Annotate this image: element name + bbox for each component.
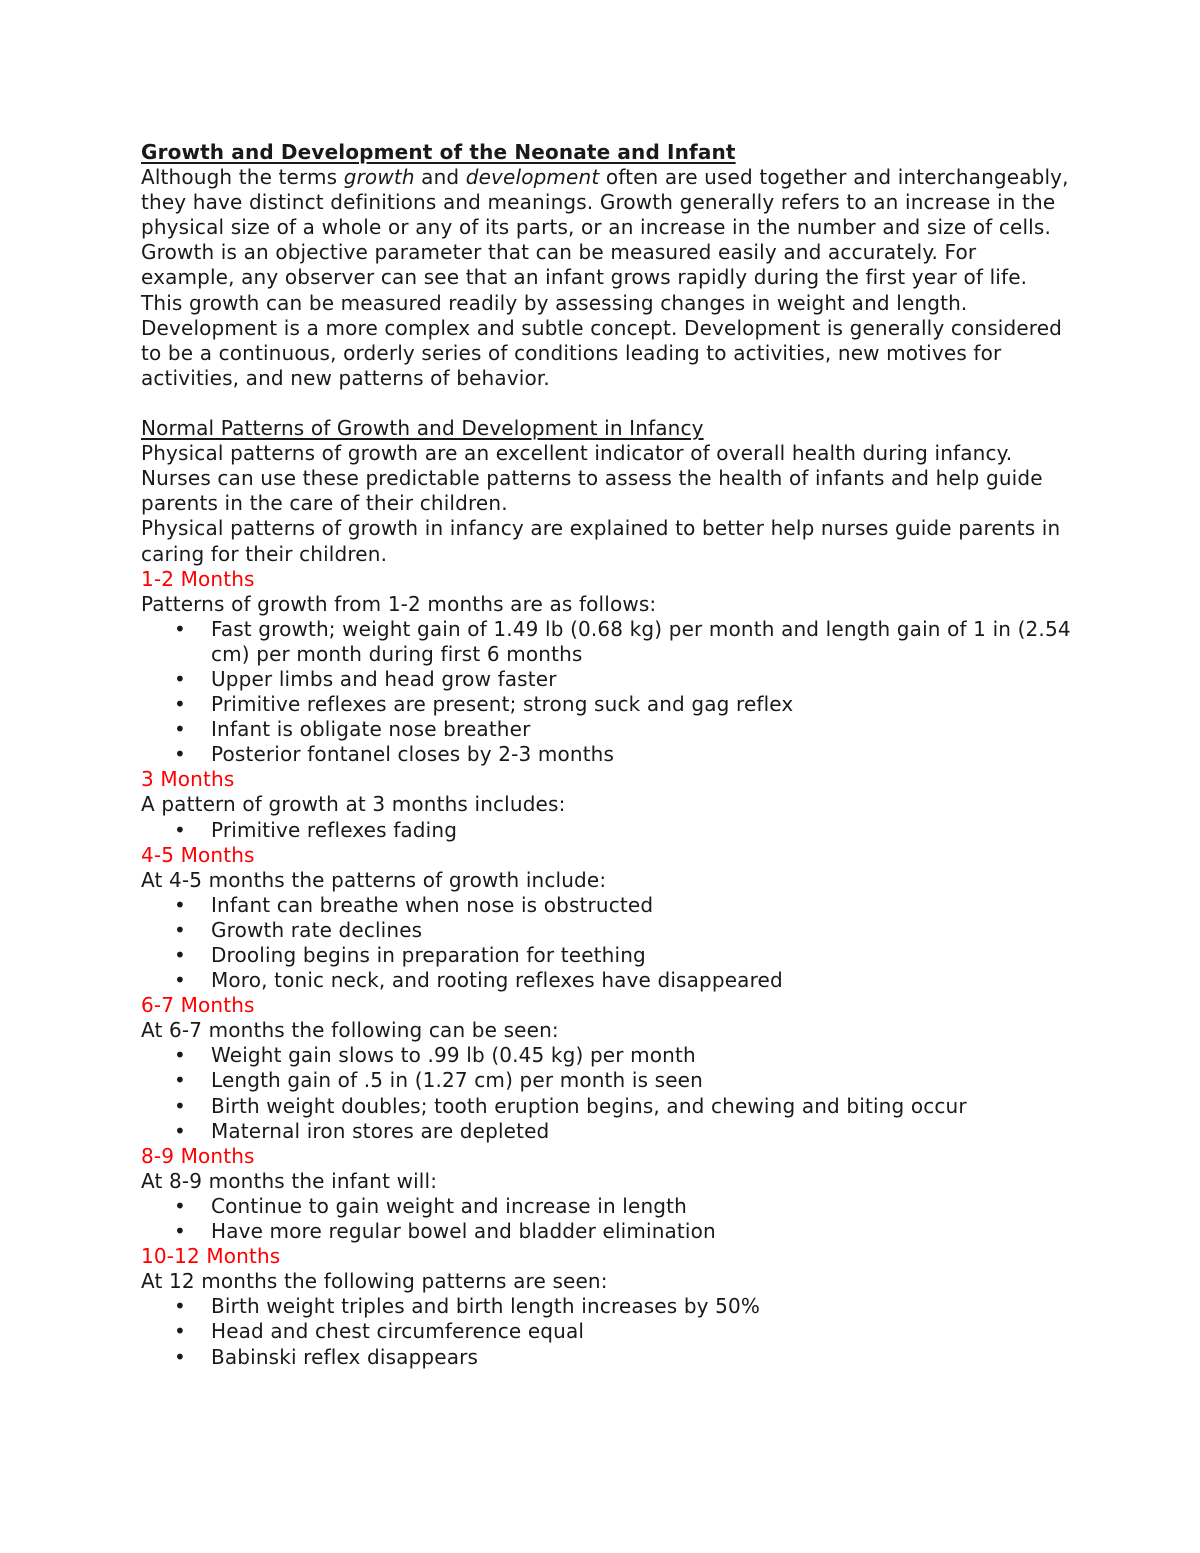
bullet-list [141,617,1071,768]
bullet-item [141,1094,1071,1119]
bullet-icon: • [174,892,186,917]
bullet-item [141,893,1071,918]
bullet-item [141,1119,1071,1144]
bullet-list [141,893,1071,993]
bullet-text: Drooling begins in preparation for teething [211,943,646,967]
bullet-icon: • [174,1043,186,1068]
bullet-icon: • [174,1068,186,1093]
month-sections [141,567,1071,1370]
bullet-item [141,667,1071,692]
bullet-item [141,692,1071,717]
bullet-text: Maternal iron stores are depleted [211,1118,550,1143]
month-heading: 8-9 Months [141,1143,255,1168]
paragraph-spacer [141,391,1071,416]
bullet-item [141,968,1071,993]
bullet-item [141,1043,1071,1068]
bullet-item [141,1194,1071,1219]
bullet-item [141,818,1071,843]
bullet-icon: • [174,1319,186,1344]
month-heading: 1-2 Months [141,566,255,591]
document-page [141,140,1071,1370]
bullet-list [141,1194,1071,1244]
bullet-icon: • [174,717,186,742]
bullet-list [141,1294,1071,1369]
bullet-icon: • [174,616,186,641]
month-heading: 6-7 Months [141,993,255,1018]
bullet-text: Length gain of .5 in (1.27 cm) per month is seen [211,1068,703,1093]
bullet-icon: • [174,1193,186,1218]
bullet-icon: • [174,742,186,767]
bullet-icon: • [174,943,186,967]
bullet-icon: • [174,666,186,691]
document-title: Growth and Development of the Neonate and Infant [141,140,736,164]
month-lead-text: At 6-7 months the following can be seen: [141,1018,559,1043]
bullet-icon: • [174,1294,186,1319]
bullet-list [141,1043,1071,1143]
bullet-text: Head and chest circumference equal [211,1319,585,1344]
bullet-item [141,918,1071,943]
bullet-text: Upper limbs and head grow faster [211,666,557,691]
normal-patterns-paragraph-1: Physical patterns of growth are an excellent indicator of overall health during infancy. Nurses can use these predictable patterns to assess the health of infants and help guide parents in the care of their children. [141,441,1043,516]
normal-patterns-paragraph-2: Physical patterns of growth in infancy are explained to better help nurses guide parents in caring for their children. [141,516,1061,566]
bullet-item [141,1345,1071,1370]
intro-paragraph [141,165,1071,391]
bullet-icon: • [174,968,186,993]
bullet-item [141,742,1071,767]
month-heading: 3 Months [141,767,235,792]
bullet-text: Posterior fontanel closes by 2-3 months [211,742,615,767]
intro-text-rest: often are used together and interchangeably, they have distinct definitions and meanings. Growth generally refers to an increase in the physical size of a whole or any of its parts, or an increase in the number and size of cells. Growth is an objective parameter that can be measured easily and accurately. For example, any observer can see that an infant grows rapidly during the first year of life. This growth can be measured readily by assessing changes in weight and length. Development is a more complex and subtle concept. Development is generally considered to be a continuous, orderly series of conditions leading to activities, new motives for activities, and new patterns of behavior. [141,165,1069,390]
intro-development-term: development [465,165,600,190]
bullet-text: Fast growth; weight gain of 1.49 lb (0.68 kg) per month and length gain of 1 in (2.54 cm) per month during first 6 months [211,616,1071,666]
bullet-text: Primitive reflexes are present; strong suck and gag reflex [211,692,794,717]
bullet-icon: • [174,692,186,717]
bullet-text: Birth weight triples and birth length increases by 50% [211,1294,761,1319]
bullet-item [141,617,1071,667]
bullet-item [141,1319,1071,1344]
bullet-text: Growth rate declines [211,917,423,942]
bullet-icon: • [174,1093,186,1118]
month-lead-text: At 12 months the following patterns are seen: [141,1269,608,1294]
bullet-text: Continue to gain weight and increase in length [211,1193,687,1218]
bullet-icon: • [174,1344,186,1369]
bullet-item [141,943,1071,968]
month-lead-text: At 8-9 months the infant will: [141,1168,438,1193]
intro-text-between: and [414,165,466,190]
bullet-text: Birth weight doubles; tooth eruption begins, and chewing and biting occur [211,1093,967,1118]
bullet-item [141,1294,1071,1319]
month-heading: 4-5 Months [141,842,255,867]
bullet-text: Primitive reflexes fading [211,817,458,842]
bullet-text: Babinski reflex disappears [211,1344,479,1369]
intro-text-start: Although the terms [141,165,344,190]
bullet-text: Moro, tonic neck, and rooting reflexes have disappeared [211,968,783,993]
bullet-icon: • [174,817,186,842]
bullet-item [141,717,1071,742]
bullet-text: Weight gain slows to .99 lb (0.45 kg) per month [211,1043,696,1068]
bullet-item [141,1219,1071,1244]
section-heading-normal-patterns: Normal Patterns of Growth and Development in Infancy [141,416,704,441]
bullet-icon: • [174,917,186,942]
bullet-icon: • [174,1219,186,1244]
bullet-list [141,818,1071,843]
bullet-text: Infant can breathe when nose is obstructed [211,892,654,917]
bullet-item [141,1068,1071,1093]
month-lead-text: At 4-5 months the patterns of growth include: [141,867,607,892]
bullet-icon: • [174,1118,186,1143]
intro-growth-term: growth [343,165,415,190]
month-lead-text: A pattern of growth at 3 months includes: [141,792,566,817]
bullet-text: Infant is obligate nose breather [211,717,531,742]
month-heading: 10-12 Months [141,1244,281,1269]
bullet-text: Have more regular bowel and bladder elimination [211,1219,716,1244]
month-lead-text: Patterns of growth from 1-2 months are as follows: [141,591,657,616]
